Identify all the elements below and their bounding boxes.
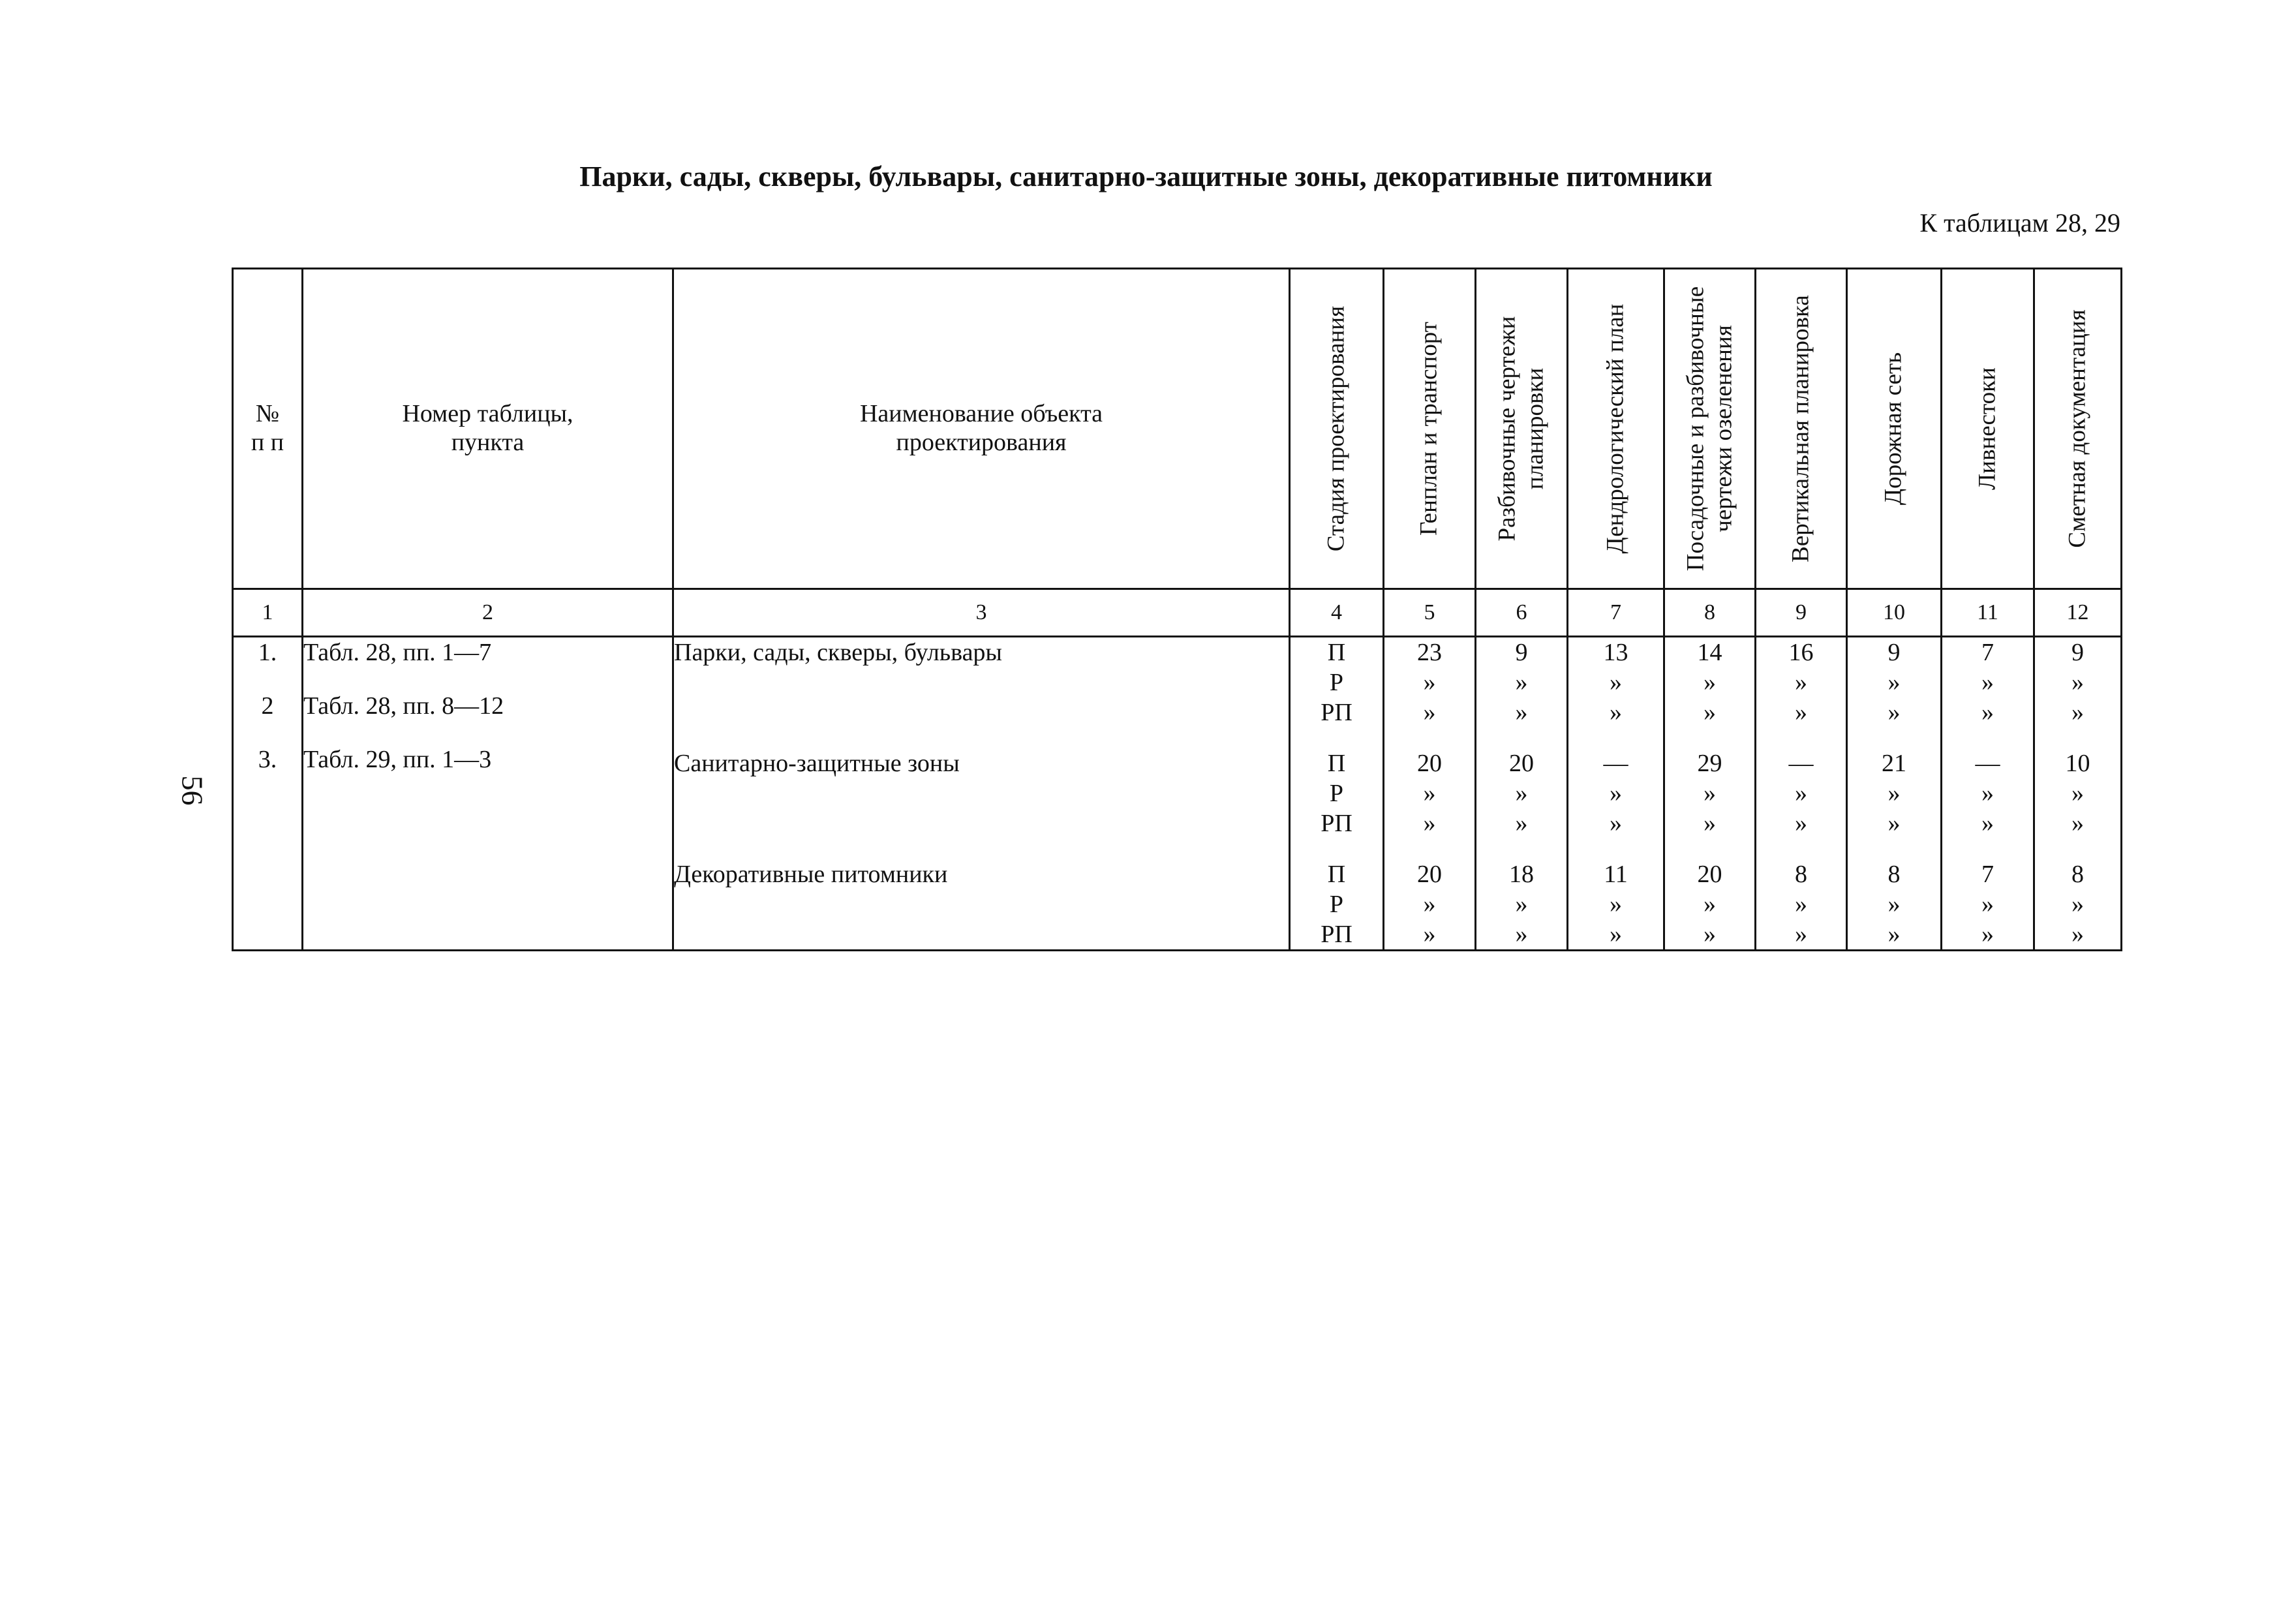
header-object-name: Наименование объекта проектирования — [673, 269, 1290, 589]
value-cell: » — [1423, 699, 1436, 726]
stage-group — [1291, 859, 1383, 949]
value-cell: » — [1795, 891, 1807, 918]
value-cell: » — [1795, 921, 1807, 948]
column-number: 9 — [1756, 589, 1847, 637]
value-group — [2035, 859, 2120, 949]
document-title: Парки, сады, скверы, бульвары, санитарно-защитные зоны, декоративные питомники — [579, 161, 1713, 192]
stage-label: П — [1327, 750, 1346, 777]
dendro-plan-values — [1568, 637, 1664, 951]
stage-label: Р — [1329, 780, 1344, 807]
value-cell: » — [2071, 780, 2084, 807]
value-cell: 13 — [1603, 639, 1628, 666]
value-group — [2035, 637, 2120, 728]
column-number: 2 — [303, 589, 673, 637]
value-group — [1384, 748, 1475, 838]
value-cell: » — [1610, 810, 1622, 837]
value-cell: » — [2071, 921, 2084, 948]
value-cell: 11 — [1604, 861, 1628, 888]
value-cell: » — [1704, 891, 1716, 918]
value-cell: » — [1887, 780, 1901, 807]
storm-drains-values — [1942, 637, 2034, 951]
value-group — [1568, 748, 1663, 838]
value-cell: » — [1423, 669, 1436, 696]
table-ref: Табл. 29, пп. 1—3 — [303, 746, 492, 773]
object-name: Декоративные питомники — [674, 861, 948, 888]
column-number: 1 — [233, 589, 303, 637]
column-number: 7 — [1568, 589, 1664, 637]
stage-label: РП — [1321, 921, 1352, 948]
value-cell: » — [2071, 891, 2084, 918]
value-cell: » — [1981, 780, 1994, 807]
value-cell: » — [1423, 891, 1436, 918]
value-cell: » — [1981, 810, 1994, 837]
value-cell: — — [1975, 750, 2000, 777]
design-stages-table — [232, 268, 2122, 951]
table-ref: Табл. 28, пп. 1—7 — [303, 639, 492, 666]
value-group — [1756, 859, 1846, 949]
value-cell: » — [1704, 780, 1716, 807]
value-cell: » — [1610, 891, 1622, 918]
value-cell: 20 — [1509, 750, 1534, 777]
value-group — [1665, 637, 1754, 728]
value-cell: » — [1887, 921, 1901, 948]
value-cell: » — [1981, 699, 1994, 726]
stage-label: Р — [1329, 891, 1344, 918]
value-cell: » — [1423, 810, 1436, 837]
row-numbers-cell — [233, 637, 303, 951]
value-group — [1848, 859, 1940, 949]
value-cell: » — [1887, 891, 1901, 918]
value-cell: » — [1515, 810, 1528, 837]
vertical-planning-values — [1756, 637, 1847, 951]
value-cell: 8 — [1887, 861, 1901, 888]
estimate-docs-values — [2034, 637, 2122, 951]
column-number: 8 — [1664, 589, 1756, 637]
value-cell: » — [1887, 699, 1901, 726]
value-cell: » — [1515, 891, 1528, 918]
header-planting-drawings: Посадочные и разбивочные чертежи озеленения — [1664, 269, 1756, 589]
column-number: 5 — [1384, 589, 1476, 637]
value-cell: 23 — [1417, 639, 1442, 666]
object-name: Санитарно-защитные зоны — [674, 750, 960, 777]
value-cell: » — [1704, 699, 1716, 726]
value-group — [2035, 748, 2120, 838]
column-number: 6 — [1476, 589, 1568, 637]
layout-drawings-values — [1476, 637, 1568, 951]
value-cell: » — [1610, 780, 1622, 807]
genplan-values — [1384, 637, 1476, 951]
page-number: 56 — [176, 775, 209, 806]
value-cell: » — [1795, 810, 1807, 837]
value-cell: » — [2071, 669, 2084, 696]
table-body-row — [233, 637, 2122, 951]
stage-label: П — [1327, 639, 1346, 666]
table-refs-cell — [303, 637, 673, 951]
row-number: 1. — [258, 639, 277, 666]
value-cell: 20 — [1417, 861, 1442, 888]
header-design-stage: Стадия проектирования — [1290, 269, 1384, 589]
header-estimate-docs: Сметная документация — [2034, 269, 2122, 589]
stage-label: РП — [1321, 810, 1352, 837]
value-cell: » — [1795, 669, 1807, 696]
column-number-row — [233, 589, 2122, 637]
header-vertical-planning: Вертикальная планировка — [1756, 269, 1847, 589]
value-cell: 18 — [1509, 861, 1534, 888]
object-names-cell — [673, 637, 1290, 951]
value-group — [1476, 748, 1566, 838]
value-cell: 29 — [1697, 750, 1722, 777]
value-cell: » — [1981, 921, 1994, 948]
value-group — [1476, 637, 1566, 728]
value-cell: 8 — [1795, 861, 1807, 888]
value-cell: » — [1610, 921, 1622, 948]
value-cell: 21 — [1882, 750, 1906, 777]
value-group — [1384, 637, 1475, 728]
value-cell: — — [1603, 750, 1628, 777]
header-row — [233, 269, 2122, 589]
value-cell: » — [1515, 921, 1528, 948]
object-name: Парки, сады, скверы, бульвары — [674, 639, 1002, 666]
value-cell: 9 — [1515, 639, 1528, 666]
header-table-ref: Номер таблицы, пункта — [303, 269, 673, 589]
value-group — [1942, 637, 2033, 728]
value-cell: » — [1981, 891, 1994, 918]
road-network-values — [1847, 637, 1942, 951]
header-storm-drains: Ливнестоки — [1942, 269, 2034, 589]
value-group — [1384, 859, 1475, 949]
header-row-number: № п п — [233, 269, 303, 589]
header-road-network: Дорожная сеть — [1847, 269, 1942, 589]
value-group — [1568, 859, 1663, 949]
column-number: 12 — [2034, 589, 2122, 637]
column-number: 11 — [1942, 589, 2034, 637]
value-cell: » — [1423, 921, 1436, 948]
value-cell: » — [1887, 669, 1901, 696]
row-number: 3. — [258, 746, 277, 773]
planting-drawings-values — [1664, 637, 1756, 951]
value-group — [1568, 637, 1663, 728]
value-cell: 7 — [1981, 639, 1994, 666]
value-cell: 20 — [1417, 750, 1442, 777]
value-cell: » — [1515, 780, 1528, 807]
table-reference: К таблицам 28, 29 — [1919, 208, 2120, 237]
row-number: 2 — [261, 692, 274, 720]
value-cell: » — [1704, 669, 1716, 696]
value-cell: 8 — [2071, 861, 2084, 888]
value-cell: 16 — [1788, 639, 1814, 666]
value-cell: 10 — [2065, 750, 2090, 777]
table-ref: Табл. 28, пп. 8—12 — [303, 692, 504, 720]
column-number: 10 — [1847, 589, 1942, 637]
stage-label: РП — [1321, 699, 1352, 726]
value-group — [1848, 637, 1940, 728]
header-layout-drawings: Разбивочные чертежи планировки — [1476, 269, 1568, 589]
value-group — [1476, 859, 1566, 949]
value-cell: » — [1981, 669, 1994, 696]
value-cell: 7 — [1981, 861, 1994, 888]
column-number: 4 — [1290, 589, 1384, 637]
value-cell: » — [2071, 699, 2084, 726]
value-cell: » — [1887, 810, 1901, 837]
value-cell: 14 — [1697, 639, 1722, 666]
value-cell: » — [1610, 669, 1622, 696]
value-group — [1756, 748, 1846, 838]
header-genplan: Генплан и транспорт — [1384, 269, 1476, 589]
value-cell: » — [1795, 699, 1807, 726]
value-group — [1665, 859, 1754, 949]
value-cell: » — [1515, 699, 1528, 726]
value-group — [1756, 637, 1846, 728]
value-cell: » — [1515, 669, 1528, 696]
value-cell: 9 — [2071, 639, 2084, 666]
value-group — [1942, 748, 2033, 838]
value-cell: — — [1788, 750, 1814, 777]
header-dendro-plan: Дендрологический план — [1568, 269, 1664, 589]
stage-label: П — [1327, 861, 1346, 888]
stage-group — [1291, 637, 1383, 728]
value-group — [1942, 859, 2033, 949]
value-cell: 20 — [1697, 861, 1722, 888]
value-cell: » — [2071, 810, 2084, 837]
value-cell: 9 — [1887, 639, 1901, 666]
value-cell: » — [1704, 921, 1716, 948]
value-cell: » — [1795, 780, 1807, 807]
value-group — [1848, 748, 1940, 838]
stages-cell — [1290, 637, 1384, 951]
value-cell: » — [1610, 699, 1622, 726]
stage-label: Р — [1329, 669, 1344, 696]
value-cell: » — [1423, 780, 1436, 807]
stage-group — [1291, 748, 1383, 838]
column-number: 3 — [673, 589, 1290, 637]
value-cell: » — [1704, 810, 1716, 837]
value-group — [1665, 748, 1754, 838]
